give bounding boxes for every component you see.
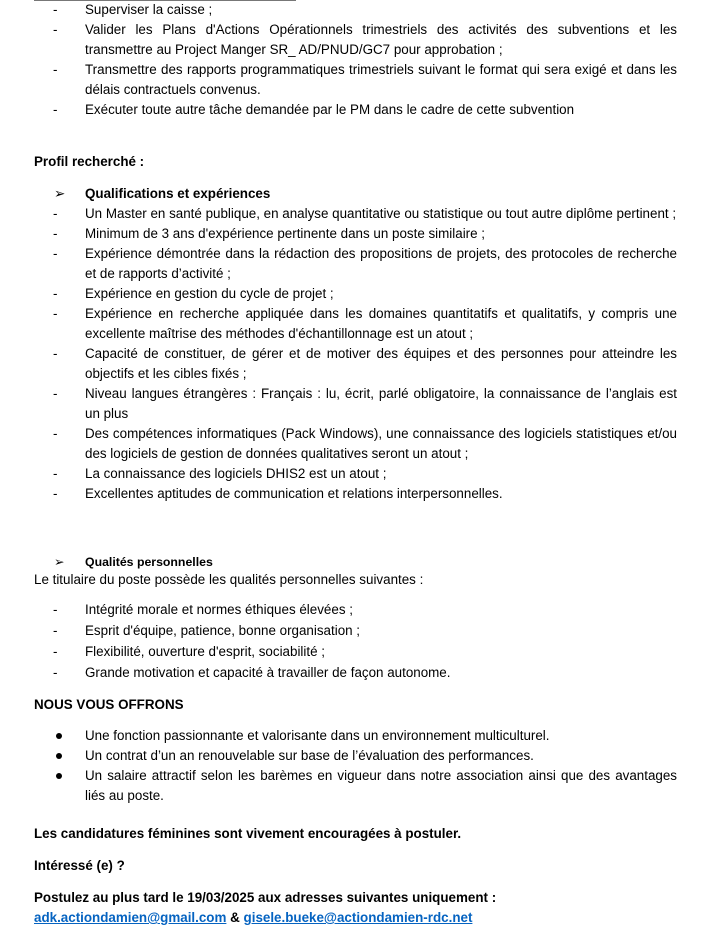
arrow-bullet-icon: ➢: [54, 186, 66, 201]
offre-heading: NOUS VOUS OFFRONS: [34, 697, 184, 712]
qualites-title: ➢ Qualités personnelles: [34, 552, 677, 572]
list-item: - Valider les Plans d'Actions Opérationnels trimestriels des activités des subventions et les transmettre au Project Manger SR_ AD/PNUD/GC7 pour approbation ;: [53, 22, 677, 57]
list-item: - Flexibilité, ouverture d'esprit, sociabilité ;: [53, 644, 325, 659]
list-item: - Expérience démontrée dans la rédaction des propositions de projets, des protocoles de recherche et de rapports d’activité ;: [53, 246, 677, 281]
list-item: - Esprit d'équipe, patience, bonne organisation ;: [53, 623, 361, 638]
email-link-gisele[interactable]: gisele.bueke@actiondamien-rdc.net: [243, 910, 473, 925]
encouragement-text: Les candidatures féminines sont vivement encouragées à postuler.: [34, 826, 462, 841]
list-item: - Un Master en santé publique, en analyse quantitative ou statistique ou tout autre diplôme pertinent ;: [53, 206, 677, 221]
list-item: - Intégrité morale et normes éthiques élevées ;: [53, 602, 353, 617]
tasks-list: [34, 0, 677, 120]
bullet-dot-icon: [56, 753, 62, 759]
qualites-intro: Le titulaire du poste possède les qualités personnelles suivantes :: [34, 572, 424, 587]
list-item: - Expérience en recherche appliquée dans les domaines quantitatifs et qualitatifs, y compris une excellente maîtrise des méthodes d'échantillonnage est un atout ;: [53, 306, 677, 341]
list-item: - Capacité de constituer, de gérer et de motiver des équipes et des personnes pour atteindre les objectifs et les cibles fixés ;: [53, 346, 677, 381]
list-item: - Grande motivation et capacité à travailler de façon autonome.: [53, 665, 451, 680]
list-item: - Exécuter toute autre tâche demandée par le PM dans le cadre de cette subvention: [53, 102, 575, 117]
arrow-bullet-icon: ➢: [54, 555, 65, 569]
list-item: Une fonction passionnante et valorisante dans un environnement multiculturel.: [34, 726, 677, 746]
list-item: - Expérience en gestion du cycle de projet ;: [53, 286, 334, 301]
contact-emails: [34, 908, 472, 928]
qualifications-title: ➢ Qualifications et expériences: [34, 184, 677, 204]
list-item: Un salaire attractif selon les barèmes en vigueur dans notre association ainsi que des avantages liés au poste.: [34, 766, 677, 806]
list-item: - Minimum de 3 ans d'expérience pertinente dans un poste similaire ;: [53, 226, 486, 241]
interesse-text: Intéressé (e) ?: [34, 858, 125, 873]
offre-list: [34, 726, 677, 806]
list-item: - Superviser la caisse ;: [53, 2, 213, 17]
bullet-dot-icon: [56, 733, 62, 739]
list-item: Un contrat d’un an renouvelable sur base de l’évaluation des performances.: [34, 746, 677, 766]
bullet-dot-icon: [56, 773, 62, 779]
list-item: - Transmettre des rapports programmatiques trimestriels suivant le format qui sera exigé et dans les délais contractuels convenus.: [53, 62, 677, 97]
list-item: - Excellentes aptitudes de communication et relations interpersonnelles.: [53, 486, 503, 501]
list-item: - La connaissance des logiciels DHIS2 est un atout ;: [53, 466, 387, 481]
list-item: - Niveau langues étrangères : Français : lu, écrit, parlé obligatoire, la connaissance de l’anglais est un plus: [53, 386, 677, 421]
profil-heading: Profil recherché :: [34, 154, 145, 169]
email-link-adk[interactable]: adk.actiondamien@gmail.com: [34, 910, 227, 925]
list-item: - Des compétences informatiques (Pack Windows), une connaissance des logiciels statistiques et/ou des logiciels de gestion de données qualitatives seront un atout ;: [53, 426, 677, 461]
qualites-list: [34, 600, 677, 683]
qualifications-section: [34, 184, 677, 504]
ampersand: &: [230, 910, 240, 925]
postulez-text: Postulez au plus tard le 19/03/2025 aux adresses suivantes uniquement :: [34, 890, 497, 905]
